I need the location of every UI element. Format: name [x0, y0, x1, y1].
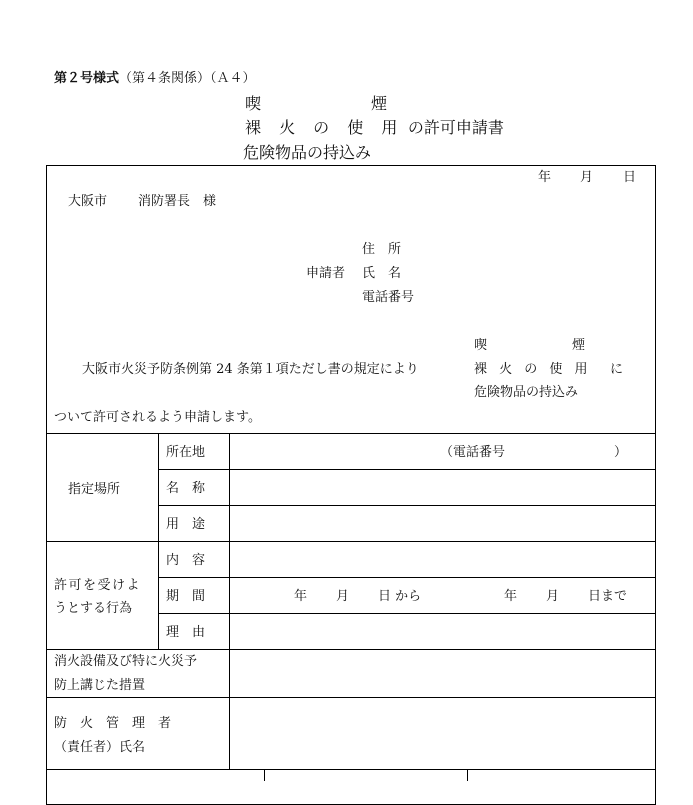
act-reason-label: 理 由 — [166, 625, 206, 640]
divider-location — [158, 469, 656, 470]
title-en: 煙 — [371, 94, 388, 113]
body-opt-kikenbutsu: 危険物品の持込み — [474, 385, 579, 400]
fire-manager-label-line1: 防 火 管 理 者 — [54, 716, 172, 731]
title-line-smoking — [245, 94, 388, 113]
designated-place-label: 指定場所 — [68, 482, 121, 497]
divider-fire-measures — [46, 697, 656, 698]
date-month: 月 — [580, 170, 594, 185]
title-line-open-flame — [245, 118, 504, 137]
period-month-from: 月 — [336, 589, 350, 604]
body-opt-kissaku: 喫 — [474, 338, 488, 353]
location-label: 所在地 — [166, 445, 206, 460]
period-day-to: 日まで — [588, 589, 628, 604]
date-day: 日 — [623, 170, 637, 185]
form-number-label — [54, 71, 256, 87]
period-year-from: 年 — [294, 589, 308, 604]
applicant-phone-label: 電話番号 — [362, 290, 415, 305]
body-line-2: ついて許可されるよう申請します。 — [54, 410, 261, 425]
act-label-line2: うとする行為 — [54, 601, 133, 616]
place-name-label: 名 称 — [166, 481, 206, 496]
title-suffix: の許可申請書 — [407, 118, 504, 137]
divider-main — [46, 433, 656, 434]
form-number: 第２号様式 — [54, 71, 120, 86]
divider-content — [158, 577, 656, 578]
fire-manager-label-line2: （責任者）氏名 — [54, 740, 146, 755]
divider-reason — [46, 649, 656, 650]
applicant-address-label: 住 所 — [362, 242, 402, 257]
col-divider-1 — [158, 433, 159, 649]
body-opt-en: 煙 — [572, 338, 586, 353]
applicant-label: 申請者 — [306, 266, 346, 281]
title-line-hazardous: 危険物品の持込み — [243, 143, 372, 162]
col-divider-bottom-2 — [467, 769, 468, 781]
title-kissaku: 喫 — [245, 94, 262, 113]
fire-measures-label-line1: 消火設備及び特に火災予 — [54, 654, 198, 669]
period-year-to: 年 — [504, 589, 518, 604]
divider-name — [158, 505, 656, 506]
addressee-city: 大阪市 — [68, 194, 108, 209]
period-month-to: 月 — [546, 589, 560, 604]
date-year: 年 — [538, 170, 552, 185]
applicant-name-label: 氏 名 — [362, 266, 402, 281]
title-rakka: 裸 火 の 使 用 — [245, 118, 404, 137]
location-phone-close: ） — [614, 445, 628, 460]
form-frame — [46, 165, 656, 805]
body-opt-rakka: 裸 火 の 使 用 — [474, 362, 592, 377]
act-content-label: 内 容 — [166, 553, 206, 568]
fire-measures-label-line2: 防上講じた措置 — [54, 678, 146, 693]
act-period-label: 期 間 — [166, 589, 206, 604]
act-label-line1: 許可を受けよ — [54, 578, 142, 593]
body-opt-ni: に — [610, 362, 624, 377]
form-relation: （第４条関係）（Ａ４） — [119, 71, 256, 86]
col-divider-bottom-1 — [264, 769, 265, 781]
body-line-1: 大阪市火災予防条例第 24 条第１項ただし書の規定により — [82, 362, 419, 377]
addressee-chief: 消防署長 様 — [138, 194, 217, 209]
col-divider-2 — [229, 433, 230, 769]
period-day-from: 日 から — [378, 589, 422, 604]
location-phone-open: （電話番号 — [440, 445, 506, 460]
place-usage-label: 用 途 — [166, 517, 206, 532]
divider-period — [158, 613, 656, 614]
divider-usage — [46, 541, 656, 542]
divider-manager — [46, 769, 656, 770]
